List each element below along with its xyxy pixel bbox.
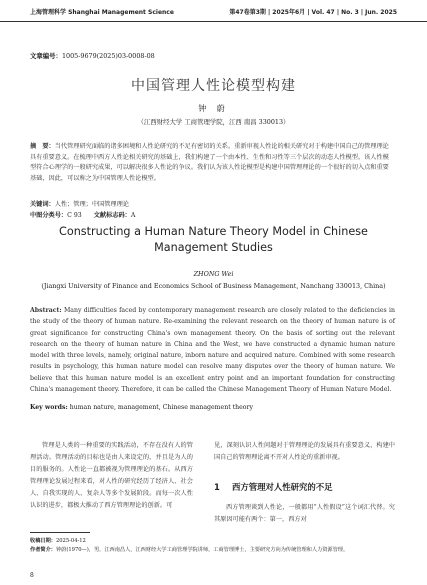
chinese-abstract-label: 摘 要： [30,143,55,150]
clc-label: 中图分类号： [30,212,68,219]
chinese-keywords-text: 人性；管理；中国管理理论 [54,201,129,208]
classification-line [30,210,135,219]
running-header [0,0,427,22]
english-abstract-label: Abstract: [30,307,62,314]
body-paragraph-left: 管理是人类的一种重要的实践活动，不存在没有人的管理活动。管理活动的目标也是由人来设定的，并且是为人的目的服务的。人性论一直都被视为管理理论的基石。从西方管理理论发展过程来看，对人性的研究经历了经济人、社会人、自我实现的人、复杂人等多个发展阶段。而每一次人性认识的进步，都极大推动了西方管理理论的创新。可 [30,442,193,510]
doc-code-value: A [130,212,136,219]
english-affiliation: (Jiangxi University of Finance and Economics School of Business Management, Nanchang 330013, China) [41,282,386,290]
author-bio [30,546,400,553]
doc-code-label: 文献标志码： [93,212,131,219]
english-author: ZHONG Wei [193,270,234,278]
chinese-affiliation: （江西财经大学 工商管理学院，江西 南昌 330013） [137,118,290,126]
english-abstract-text: Many difficulties faced by contemporary management research are closely related to the deficiencies in the study of the theory of human nature. Re-examining the relevant research on the theory of human nature is of great significance for constructing China's own management theory. On the basis of sorting out the relevant research on the theory of human nature in China and the West, we have constructed a dynamic human nature model with three levels, namely, original nature, inborn nature and acquired nature. Combined with some research results in psychology, this human nature model can resolve many disputes over the theory of human nature. We believe that this human nature model is an excellent entry point and an important foundation for constructing China's management theory. Therefore, it can be called the Chinese Management Theory of Human Nature Model. [30,307,395,394]
english-title: Constructing a Human Nature Theory Model in Chinese Management Studies [59,225,368,254]
received-label: 收稿日期： [30,538,56,544]
article-number-label: 文章编号： [30,52,62,60]
body-paragraph-right: 见，深刻认识人性问题对于管理理论的发展具有重要意义，构建中国自己的管理理论离不开对人性论的重新审视。 [214,442,395,462]
english-keywords [30,404,253,411]
section-number: 1 [214,482,220,492]
chinese-keywords [30,199,129,208]
bio-text: 钟蔚(1970—)，男，江西南昌人，江西财经大学工商管理学院讲师，工商管理博士，主要研究方向为传统管理和人力资源管理。 [55,547,349,553]
english-keywords-label: Key words: [30,404,68,411]
english-keywords-text: human nature, management, Chinese management theory [69,404,253,411]
footnote-rule [30,532,90,533]
page-number: 8 [30,572,34,579]
article-number-value: 1005-9679(2025)03-0008-08 [61,52,155,60]
chinese-keywords-label: 关键词： [30,201,55,208]
received-date [30,537,86,544]
bio-label: 作者简介： [30,547,56,553]
journal-name: 上海管理科学 Shanghai Management Science [30,9,174,16]
clc-value: C 93 [67,212,82,219]
section-heading [214,481,333,493]
english-abstract [30,305,395,395]
section-title: 西方管理对人性研究的不足 [232,482,333,492]
chinese-author: 钟 蔚 [198,104,229,113]
article-number [30,51,155,60]
issue-info: 第47卷第3期 | 2025年6月 | Vol. 47 | No. 3 | Jun. 2025 [229,9,397,16]
chinese-abstract [30,142,390,184]
chinese-abstract-text: 当代管理研究面临的诸多困境和人性论研究的不足有密切的关系。重新审视人性论的相关研究对于构建中国自己的管理理论具有重要意义。在梳理中西方人性论相关研究的基础上，我们构建了一个由本性、生性和习性等三个层次的动态人性模型。该人性模型符合心理学的一般研究成果，可以解决很多人性论的争议。我们认为该人性论模型是构建中国管理理论的一个很好的切入点和重要基础，因此，可以称之为中国管理人性论模型。 [30,143,389,182]
received-value: 2025-04-12 [55,538,86,544]
chinese-title: 中国管理人性论模型构建 [131,78,296,94]
section-paragraph: 西方管理谈到人性论，一般都用“人性假设”这个词汇代替。究其原因可能有两个：第一，西方对 [214,504,395,524]
